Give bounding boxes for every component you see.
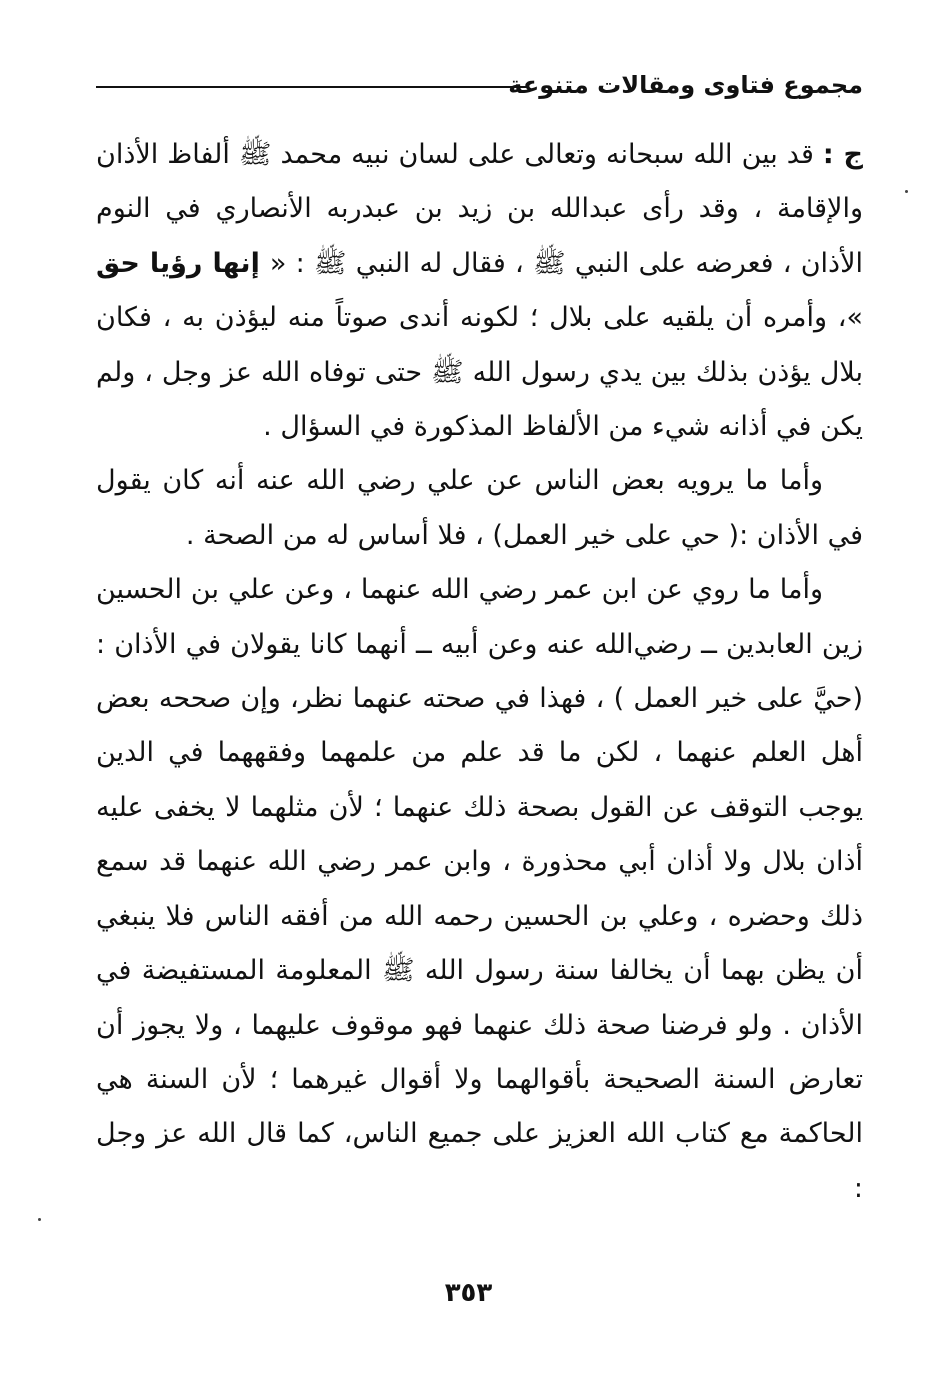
page-number: ٣٥٣	[444, 1278, 493, 1308]
scan-speck	[905, 190, 908, 193]
header-rule	[96, 86, 526, 88]
paragraph-answer-text-a: قد بين الله سبحانه وتعالى على لسان نبيه محمد ﷺ ألفاظ الأذان والإقامة ، وقد رأى عبدالله بن زيد بن عبدربه الأنصاري في النوم الأذان ، فعرضه على النبي ﷺ ، فقال له النبي ﷺ : «	[96, 139, 863, 279]
paragraph-ibn-umar: وأما ما روي عن ابن عمر رضي الله عنهما ، وعن علي بن الحسين زين العابدين ــ رضي‌الله عنه وعن أبيه ــ أنهما كانا يقولان في الأذان : (حيَّ على خير العمل ) ، فهذا في صحته عنهما نظر، وإن صححه بعض أهل العلم عنهما ، لكن ما قد علم من علمهما وفقههما في الدين يوجب التوقف عن القول بصحة ذلك عنهما ؛ لأن مثلهما لا يخفى عليه أذان بلال ولا أذان أبي محذورة ، وابن عمر رضي الله عنهما قد سمع ذلك وحضره ، وعلي بن الحسين رحمه الله من أفقه الناس فلا ينبغي أن يظن بهما أن يخالفا سنة رسول الله ﷺ المعلومة المستفيضة في الأذان . ولو فرضنا صحة ذلك عنهما فهو موقوف عليهما ، ولا يجوز أن تعارض السنة الصحيحة بأقوالهما ولا أقوال غيرهما ؛ لأن السنة هي الحاكمة مع كتاب الله العزيز على جميع الناس، كما قال الله عز وجل :	[96, 574, 863, 1204]
paragraph-ali-claim: وأما ما يرويه بعض الناس عن علي رضي الله عنه أنه كان يقول في الأذان :( حي على خير العمل) ، فلا أساس له من الصحة .	[96, 465, 863, 551]
hadith-quote: إنها رؤيا حق	[96, 247, 270, 279]
running-header	[96, 62, 863, 102]
running-header-title: مجموع فتاوى ومقالات متنوعة	[508, 71, 863, 99]
scan-speck	[38, 1218, 41, 1221]
body-text	[96, 128, 863, 1204]
paragraph-answer	[96, 128, 863, 454]
paragraph-answer-text-b: »، وأمره أن يلقيه على بلال ؛ لكونه أندى صوتاً منه ليؤذن به ، فكان بلال يؤذن بذلك بين يدي رسول الله ﷺ حتى توفاه الله عز وجل ، ولم يكن في أذانه شيء من الألفاظ المذكورة في السؤال .	[96, 302, 863, 443]
answer-label: ج :	[822, 139, 863, 170]
